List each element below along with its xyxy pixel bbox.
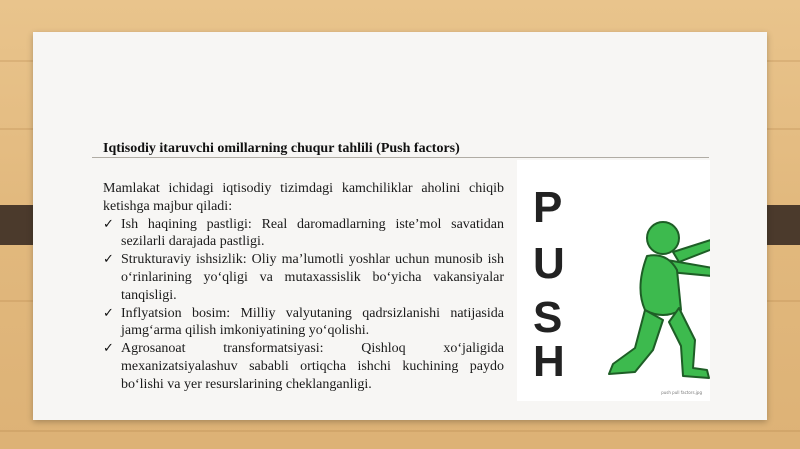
intro-paragraph: Mamlakat ichidagi iqtisodiy tizimdagi kamchiliklar aholini chiqib ketishga majbur qiladi: <box>103 181 504 214</box>
pushing-person-icon <box>609 222 710 378</box>
list-item <box>103 216 504 252</box>
list-item <box>103 251 504 304</box>
check-mark-icon: ✓ <box>103 252 114 268</box>
wood-grain <box>0 430 800 432</box>
push-letter: U <box>533 239 565 288</box>
slide-title: Iqtisodiy itaruvchi omillarning chuqur tahlili (Push factors) <box>103 141 460 156</box>
check-mark-icon: ✓ <box>103 216 114 232</box>
list-item <box>103 305 504 341</box>
title-divider <box>92 157 709 158</box>
bullet-text: Agrosanoat transformatsiyasi: Qishloq xo‘jaligida mexanizatsiyalashuv sababli ortiqcha ishchi kuchining paydo bo‘lishi va yer resurslarining cheklanganligi. <box>121 341 504 392</box>
check-mark-icon: ✓ <box>103 341 114 357</box>
image-caption: push pull factors.jpg <box>661 390 702 395</box>
push-image <box>517 160 710 401</box>
bullet-text: Inflyatsion bosim: Milliy valyutaning qadrsizlanishi natijasida jamg‘arma qilish imkoniyatining yo‘qolishi. <box>121 305 504 339</box>
bullet-list <box>103 216 504 394</box>
right-edge-tab <box>764 205 800 245</box>
bullet-text: Ish haqining pastligi: Real daromadlarning iste’mol savatidan sezilarli darajada pastligi. <box>121 216 504 250</box>
list-item <box>103 340 504 393</box>
push-letter: P <box>533 183 563 232</box>
push-letter: S <box>533 293 563 342</box>
push-illustration <box>517 160 710 401</box>
push-letter: H <box>533 337 565 386</box>
check-mark-icon: ✓ <box>103 305 114 321</box>
slide-body <box>103 180 504 394</box>
left-edge-tab <box>0 205 36 245</box>
bullet-text: Strukturaviy ishsizlik: Oliy ma’lumotli yoshlar uchun munosib ish o‘rinlarining yo‘qligi va mutaxassislik bo‘yicha vakansiyalar tanqisligi. <box>121 252 504 303</box>
